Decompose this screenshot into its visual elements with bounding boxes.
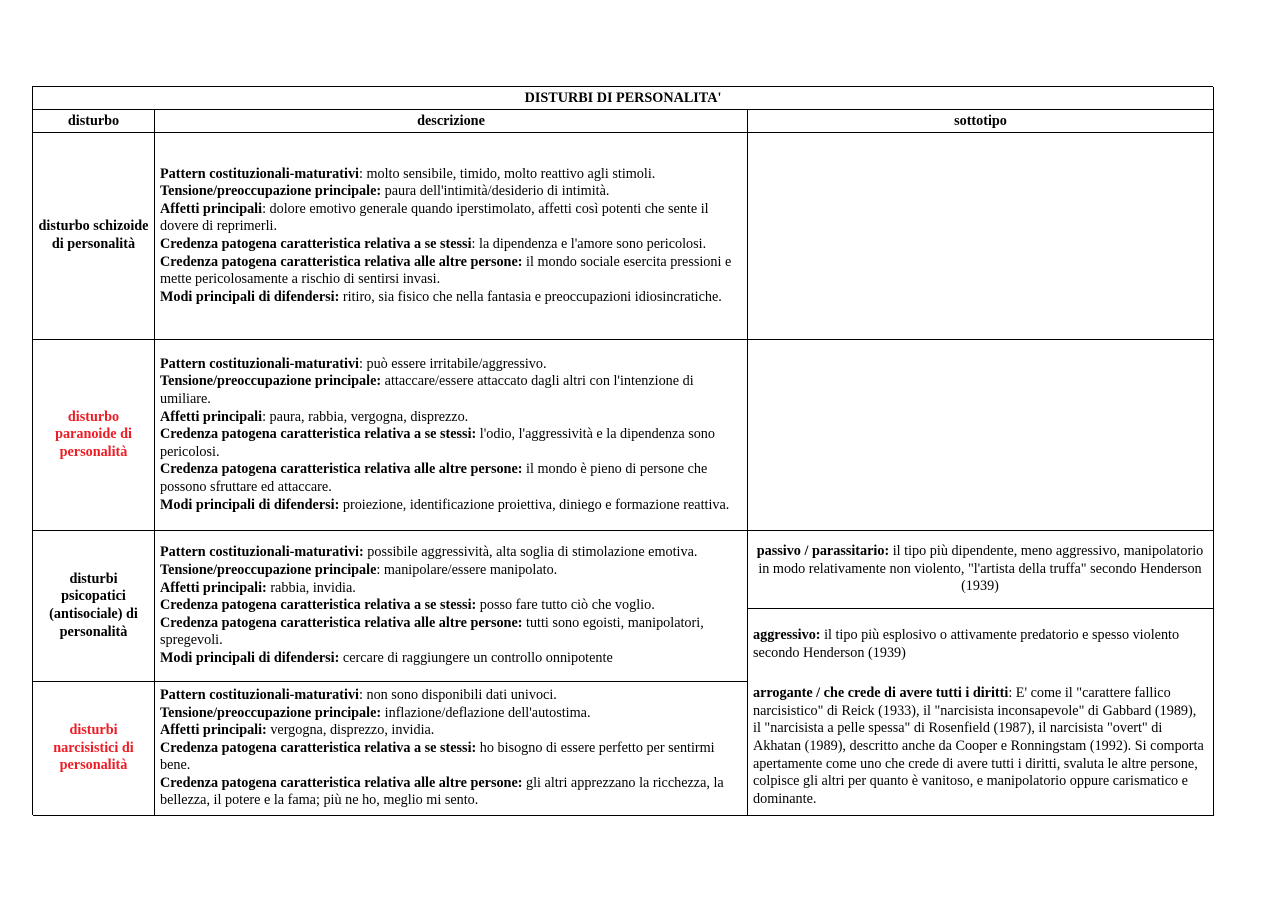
field-label: Tensione/preoccupazione principale: [160,704,382,721]
disorder-name-narcisistici [33,682,155,816]
subtype-cell-empty [748,340,1214,531]
disorder-description-psicopatici [155,531,748,682]
disorder-description-paranoide [155,340,748,531]
personality-disorders-table [32,86,1213,815]
field-label: Credenza patogena caratteristica relativa alle altre persone: [160,614,523,631]
field-text: attaccare/essere attaccato dagli altri con l'intenzione di umiliare. [160,373,694,408]
field-text: gli altri apprezzano la ricchezza, la bellezza, il potere e la fama; più ne ho, meglio mi sento. [160,774,724,809]
field-label: Modi principali di difendersi: [160,649,340,666]
field-text: : manipolare/essere manipolato. [376,562,558,579]
description-field [160,426,741,461]
description-field [160,409,741,427]
field-text: il mondo sociale esercita pressioni e mette pericolosamente a rischio di sentirsi invasi. [160,253,732,288]
field-text: rabbia, invidia. [266,579,356,596]
field-text: : la dipendenza e l'amore sono pericolosi. [471,236,707,252]
description-field [160,254,741,289]
field-label: Credenza patogena caratteristica relativa a se stessi: [160,426,477,443]
field-label: Affetti principali: [160,722,267,739]
field-label: Tensione/preoccupazione principale [160,562,377,579]
field-text: vergogna, disprezzo, invidia. [266,722,435,739]
table-title: DISTURBI DI PERSONALITA' [33,87,1214,110]
field-text: l'odio, l'aggressività e la dipendenza sono pericolosi. [160,426,715,460]
field-label: Modi principali di difendersi: [160,288,340,305]
field-label: Pattern costituzionali-maturativi [160,355,359,372]
description-field [160,183,741,201]
description-field [160,650,741,668]
disorder-description-narcisistici [155,682,748,816]
field-text: : non sono disponibili dati univoci. [358,686,557,703]
description-field [160,580,741,598]
disorder-name-paranoide [33,340,155,531]
disorder-name-schizoide [33,133,155,340]
subtype-label: passivo / parassitario: [756,543,890,560]
field-label: Affetti principali: [160,579,267,596]
description-field [160,289,741,307]
description-field [160,166,741,184]
field-text: possibile aggressività, alta soglia di stimolazione emotiva. [363,544,698,561]
description-field [160,236,741,254]
field-text: : paura, rabbia, vergogna, disprezzo. [262,408,469,425]
field-label: Credenza patogena caratteristica relativa a se stessi: [160,739,477,756]
subtype-aggressivo-arrogante [748,609,1214,816]
field-text: : può essere irritabile/aggressivo. [358,355,547,372]
disorder-name-text: disturbi narcisistici di personalità [53,722,134,774]
field-label: Credenza patogena caratteristica relativa a se stessi: [160,597,477,614]
description-field [160,740,741,775]
field-text: inflazione/deflazione dell'autostima. [381,704,591,721]
disorder-name-psicopatici [33,531,155,682]
field-text: proiezione, identificazione proiettiva, diniego e formazione reattiva. [339,496,730,513]
description-field [160,597,741,615]
field-text: tutti sono egoisti, manipolatori, spregevoli. [160,614,704,649]
subtype-text: : E' come il "carattere fallico narcisistico" di Reick (1933), il "narcisista inconsapevole" di Gabbard (1989), il "narcisista a pelle spessa" di Rosenfield (1987), il narcisista "overt" di Akhatan (1989), descritto anche da Cooper e Ronningstam (1992). Si comporta apertamente come uno che crede di avere tutti i diritti, svaluta le altre persone, colpisce gli altri per quanto è vanitoso, e manipolatorio oppure carismatico e dominante. [753,685,1204,807]
subtype-aggressivo [753,627,1207,662]
field-text: posso fare tutto ciò che voglio. [476,597,655,614]
field-label: Tensione/preoccupazione principale: [160,373,382,390]
field-label: Pattern costituzionali-maturativi [160,165,359,182]
subtype-passivo-parassitario [748,531,1214,609]
field-label: Modi principali di difendersi: [160,496,340,513]
subtype-label: arrogante / che crede di avere tutti i diritti [753,685,1009,702]
field-label: Credenza patogena caratteristica relativa alle altre persone: [160,774,523,791]
field-label: Pattern costituzionali-maturativi: [160,544,364,561]
field-label: Credenza patogena caratteristica relativa alle altre persone: [160,253,523,270]
header-disturbo: disturbo [33,110,155,133]
disorder-name-text: disturbi psicopatici (antisociale) di personalità [49,570,138,640]
field-label: Tensione/preoccupazione principale: [160,183,382,200]
subtype-text: il tipo più esplosivo o attivamente predatorio e spesso violento secondo Henderson (1939) [753,627,1180,661]
subtype-text: il tipo più dipendente, meno aggressivo, manipolatorio in modo relativamente non violento, "l'artista della truffa" secondo Henderson (1939) [758,543,1204,595]
description-field [160,722,741,740]
subtype-cell-empty [748,133,1214,340]
field-text: : dolore emotivo generale quando iperstimolato, affetti così potenti che sente il dovere di reprimerli. [160,200,709,235]
description-field [160,544,741,562]
disorder-description-schizoide [155,133,748,340]
field-text: paura dell'intimità/desiderio di intimità. [381,183,610,200]
disorder-name-text: disturbo schizoide di personalità [38,218,149,252]
field-label: Credenza patogena caratteristica relativa a se stessi [160,236,472,252]
description-field [160,615,741,650]
description-field [160,461,741,496]
description-field [160,497,741,515]
subtype-label: aggressivo: [753,627,821,643]
header-descrizione: descrizione [155,110,748,133]
description-field [160,775,741,810]
field-text: : molto sensibile, timido, molto reattivo agli stimoli. [358,165,656,182]
description-field [160,373,741,408]
description-field [160,687,741,705]
header-sottotipo: sottotipo [748,110,1214,133]
field-text: ho bisogno di essere perfetto per sentirmi bene. [160,739,715,774]
subtype-arrogante [753,685,1207,808]
description-field [160,201,741,236]
field-label: Affetti principali [160,408,263,425]
description-field [160,356,741,374]
description-field [160,705,741,723]
field-label: Affetti principali [160,200,263,217]
description-field [160,562,741,580]
field-label: Credenza patogena caratteristica relativa alle altre persone: [160,461,523,478]
field-text: il mondo è pieno di persone che possono sfruttare ed attaccare. [160,461,708,495]
field-text: ritiro, sia fisico che nella fantasia e preoccupazioni idiosincratiche. [339,288,722,305]
disorder-name-text: disturbo paranoide di personalità [55,408,132,460]
field-label: Pattern costituzionali-maturativi [160,686,359,703]
field-text: cercare di raggiungere un controllo onnipotente [339,649,613,666]
